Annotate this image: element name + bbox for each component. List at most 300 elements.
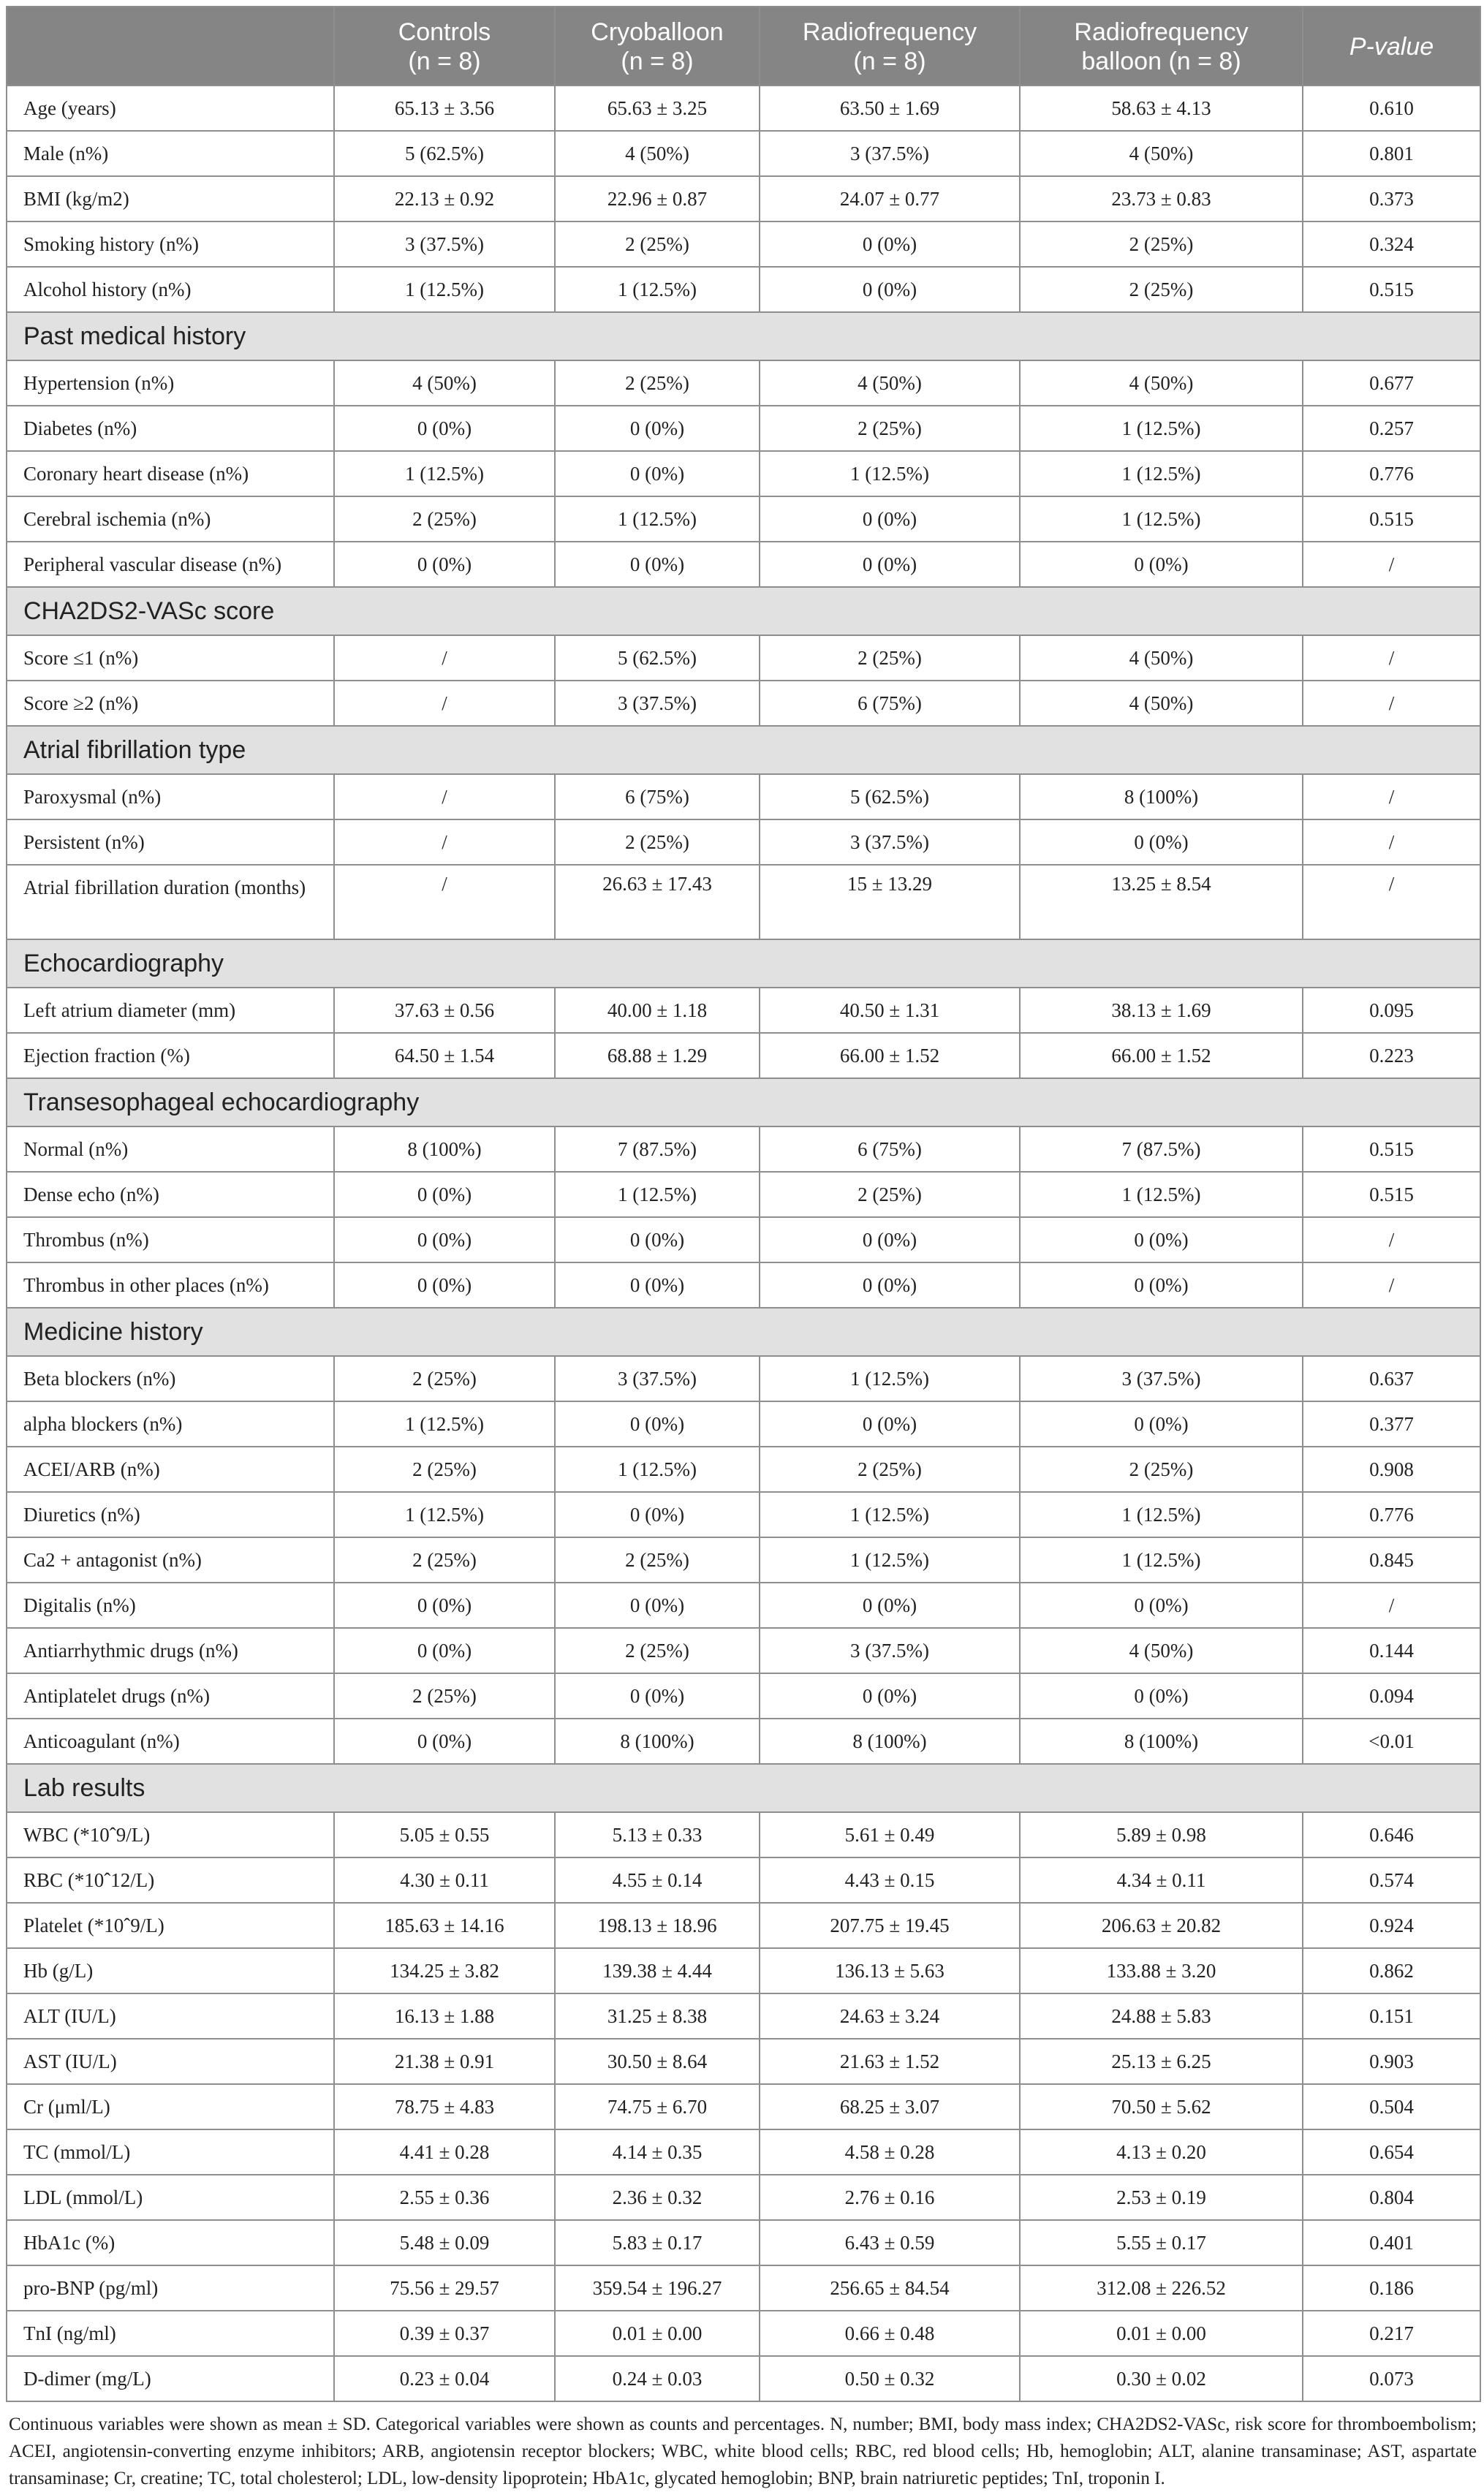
cell-controls: 4.30 ± 0.11: [334, 1857, 555, 1903]
cell-controls: /: [334, 774, 555, 819]
cell-cryoballoon: 139.38 ± 4.44: [555, 1948, 760, 1993]
table-footnote: Continuous variables were shown as mean ± SD. Categorical variables were shown as counts and percentages. N, number; BMI, body mass index; CHA2DS2-VASc, risk score for thromboembolism; ACEI, angiotensin-converting enzyme inhibitors; ARB, angiotensin receptor blockers; WBC, white blood cells; RBC, red blood cells; Hb, hemoglobin; ALT, alanine transaminase; AST, aspartate transaminase; Cr, creatine; TC, total cholesterol; LDL, low-density lipoprotein; HbA1c, glycated hemoglobin; BNP, brain natriuretic peptides; TnI, troponin I.: [9, 2415, 1477, 2488]
cell-p-value: 0.095: [1303, 988, 1480, 1033]
cell-controls: 0 (0%): [334, 1628, 555, 1673]
row-label: Diabetes (n%): [7, 406, 334, 451]
cell-radiofrequency: 5.61 ± 0.49: [760, 1812, 1020, 1857]
cell-radiofrequency-balloon: 0.30 ± 0.02: [1020, 2356, 1303, 2401]
cell-p-value: 0.801: [1303, 131, 1480, 176]
row-label: ALT (IU/L): [7, 1993, 334, 2039]
cell-radiofrequency-balloon: 1 (12.5%): [1020, 451, 1303, 496]
cell-controls: /: [334, 865, 555, 939]
cell-radiofrequency: 5 (62.5%): [760, 774, 1020, 819]
cell-p-value: 0.401: [1303, 2220, 1480, 2265]
cell-radiofrequency-balloon: 0 (0%): [1020, 1583, 1303, 1628]
row-label: Score ≥2 (n%): [7, 681, 334, 726]
cell-controls: 16.13 ± 1.88: [334, 1993, 555, 2039]
table-row: [7, 2129, 1480, 2175]
table-row: [7, 221, 1480, 267]
cell-radiofrequency: 6.43 ± 0.59: [760, 2220, 1020, 2265]
cell-controls: 2 (25%): [334, 1673, 555, 1719]
cell-radiofrequency-balloon: 1 (12.5%): [1020, 1492, 1303, 1537]
cell-controls: 0 (0%): [334, 406, 555, 451]
row-label: HbA1c (%): [7, 2220, 334, 2265]
cell-controls: 0 (0%): [334, 1262, 555, 1308]
cell-radiofrequency-balloon: 4 (50%): [1020, 681, 1303, 726]
cell-p-value: /: [1303, 542, 1480, 587]
baseline-characteristics-table: [6, 6, 1481, 2402]
cell-radiofrequency-balloon: 206.63 ± 20.82: [1020, 1903, 1303, 1948]
cell-p-value: 0.144: [1303, 1628, 1480, 1673]
cell-radiofrequency: 63.50 ± 1.69: [760, 86, 1020, 131]
row-label: Male (n%): [7, 131, 334, 176]
row-label: ACEI/ARB (n%): [7, 1447, 334, 1492]
cell-radiofrequency: 0 (0%): [760, 221, 1020, 267]
cell-p-value: 0.924: [1303, 1903, 1480, 1948]
cell-radiofrequency: 15 ± 13.29: [760, 865, 1020, 939]
row-label: alpha blockers (n%): [7, 1401, 334, 1447]
cell-radiofrequency-balloon: 2 (25%): [1020, 267, 1303, 312]
cell-cryoballoon: 0.24 ± 0.03: [555, 2356, 760, 2401]
row-label: Smoking history (n%): [7, 221, 334, 267]
cell-cryoballoon: 0 (0%): [555, 542, 760, 587]
cell-radiofrequency: 1 (12.5%): [760, 451, 1020, 496]
table-row: [7, 1356, 1480, 1401]
cell-cryoballoon: 68.88 ± 1.29: [555, 1033, 760, 1078]
cell-cryoballoon: 74.75 ± 6.70: [555, 2084, 760, 2129]
cell-cryoballoon: 40.00 ± 1.18: [555, 988, 760, 1033]
cell-radiofrequency-balloon: 312.08 ± 226.52: [1020, 2265, 1303, 2311]
cell-radiofrequency: 6 (75%): [760, 681, 1020, 726]
cell-p-value: /: [1303, 774, 1480, 819]
cell-cryoballoon: 7 (87.5%): [555, 1126, 760, 1172]
section-title: CHA2DS2-VASc score: [7, 587, 1480, 635]
table-row: [7, 2265, 1480, 2311]
header-row: [7, 7, 1480, 86]
cell-radiofrequency-balloon: 7 (87.5%): [1020, 1126, 1303, 1172]
cell-controls: 0 (0%): [334, 1583, 555, 1628]
cell-cryoballoon: 2 (25%): [555, 1628, 760, 1673]
cell-radiofrequency: 0.50 ± 0.32: [760, 2356, 1020, 2401]
section-header-row: [7, 312, 1480, 360]
cell-controls: /: [334, 635, 555, 681]
cell-radiofrequency-balloon: 0 (0%): [1020, 542, 1303, 587]
cell-radiofrequency: 68.25 ± 3.07: [760, 2084, 1020, 2129]
table-row: [7, 131, 1480, 176]
row-label: TnI (ng/ml): [7, 2311, 334, 2356]
row-label: Thrombus in other places (n%): [7, 1262, 334, 1308]
cell-p-value: 0.324: [1303, 221, 1480, 267]
cell-p-value: 0.504: [1303, 2084, 1480, 2129]
cell-radiofrequency-balloon: 38.13 ± 1.69: [1020, 988, 1303, 1033]
cell-radiofrequency-balloon: 2.53 ± 0.19: [1020, 2175, 1303, 2220]
cell-radiofrequency-balloon: 0 (0%): [1020, 1217, 1303, 1262]
row-label: Anticoagulant (n%): [7, 1719, 334, 1764]
row-label: Beta blockers (n%): [7, 1356, 334, 1401]
row-label: Hb (g/L): [7, 1948, 334, 1993]
cell-cryoballoon: 1 (12.5%): [555, 1172, 760, 1217]
cell-cryoballoon: 0.01 ± 0.00: [555, 2311, 760, 2356]
cell-radiofrequency: 2.76 ± 0.16: [760, 2175, 1020, 2220]
cell-p-value: 0.804: [1303, 2175, 1480, 2220]
cell-cryoballoon: 2 (25%): [555, 360, 760, 406]
cell-cryoballoon: 0 (0%): [555, 1673, 760, 1719]
cell-controls: /: [334, 681, 555, 726]
cell-radiofrequency: 256.65 ± 84.54: [760, 2265, 1020, 2311]
cell-radiofrequency: 136.13 ± 5.63: [760, 1948, 1020, 1993]
cell-cryoballoon: 198.13 ± 18.96: [555, 1903, 760, 1948]
table-row: [7, 1126, 1480, 1172]
cell-cryoballoon: 359.54 ± 196.27: [555, 2265, 760, 2311]
row-label: Antiarrhythmic drugs (n%): [7, 1628, 334, 1673]
table-row: [7, 1217, 1480, 1262]
cell-radiofrequency-balloon: 2 (25%): [1020, 1447, 1303, 1492]
table-container: [6, 6, 1480, 2492]
cell-controls: 2.55 ± 0.36: [334, 2175, 555, 2220]
cell-cryoballoon: 4.55 ± 0.14: [555, 1857, 760, 1903]
cell-radiofrequency-balloon: 1 (12.5%): [1020, 1537, 1303, 1583]
cell-radiofrequency: 2 (25%): [760, 1172, 1020, 1217]
cell-radiofrequency-balloon: 0 (0%): [1020, 1401, 1303, 1447]
cell-radiofrequency: 0.66 ± 0.48: [760, 2311, 1020, 2356]
table-row: [7, 1719, 1480, 1764]
cell-controls: 65.13 ± 3.56: [334, 86, 555, 131]
cell-radiofrequency: 1 (12.5%): [760, 1356, 1020, 1401]
table-row: [7, 2084, 1480, 2129]
cell-radiofrequency-balloon: 8 (100%): [1020, 774, 1303, 819]
cell-cryoballoon: 0 (0%): [555, 1217, 760, 1262]
row-label: Platelet (*10ˆ9/L): [7, 1903, 334, 1948]
header-cryoballoon-label: Cryoballoon: [591, 18, 724, 46]
row-label: Ca2 + antagonist (n%): [7, 1537, 334, 1583]
cell-cryoballoon: 0 (0%): [555, 1262, 760, 1308]
cell-cryoballoon: 0 (0%): [555, 1492, 760, 1537]
table-row: [7, 2175, 1480, 2220]
section-header-row: [7, 587, 1480, 635]
header-p-value: P-value: [1303, 7, 1480, 86]
cell-p-value: 0.515: [1303, 496, 1480, 542]
row-label: Cr (μml/L): [7, 2084, 334, 2129]
cell-cryoballoon: 5.83 ± 0.17: [555, 2220, 760, 2265]
cell-radiofrequency: 3 (37.5%): [760, 131, 1020, 176]
cell-radiofrequency-balloon: 66.00 ± 1.52: [1020, 1033, 1303, 1078]
row-label: WBC (*10ˆ9/L): [7, 1812, 334, 1857]
cell-radiofrequency-balloon: 1 (12.5%): [1020, 406, 1303, 451]
cell-radiofrequency-balloon: 58.63 ± 4.13: [1020, 86, 1303, 131]
cell-radiofrequency-balloon: 4 (50%): [1020, 1628, 1303, 1673]
cell-controls: 0.23 ± 0.04: [334, 2356, 555, 2401]
cell-p-value: 0.845: [1303, 1537, 1480, 1583]
table-row: [7, 1262, 1480, 1308]
table-row: [7, 1948, 1480, 1993]
header-variable: [7, 7, 334, 86]
cell-radiofrequency: 4.43 ± 0.15: [760, 1857, 1020, 1903]
cell-radiofrequency: 0 (0%): [760, 267, 1020, 312]
header-radiofrequency-balloon-label: Radiofrequency: [1074, 18, 1249, 46]
cell-radiofrequency-balloon: 13.25 ± 8.54: [1020, 865, 1303, 939]
section-title: Echocardiography: [7, 939, 1480, 988]
table-row: [7, 1583, 1480, 1628]
row-label: TC (mmol/L): [7, 2129, 334, 2175]
cell-cryoballoon: 65.63 ± 3.25: [555, 86, 760, 131]
cell-cryoballoon: 0 (0%): [555, 406, 760, 451]
cell-radiofrequency: 2 (25%): [760, 1447, 1020, 1492]
cell-cryoballoon: 2 (25%): [555, 1537, 760, 1583]
table-row: [7, 451, 1480, 496]
cell-radiofrequency: 66.00 ± 1.52: [760, 1033, 1020, 1078]
table-row: [7, 1401, 1480, 1447]
table-row: [7, 86, 1480, 131]
table-row: [7, 774, 1480, 819]
section-title: Transesophageal echocardiography: [7, 1078, 1480, 1126]
cell-cryoballoon: 3 (37.5%): [555, 681, 760, 726]
header-radiofrequency-balloon: [1020, 7, 1303, 86]
cell-controls: 5 (62.5%): [334, 131, 555, 176]
cell-p-value: 0.776: [1303, 1492, 1480, 1537]
table-row: [7, 2311, 1480, 2356]
cell-radiofrequency: 3 (37.5%): [760, 819, 1020, 865]
cell-radiofrequency: 207.75 ± 19.45: [760, 1903, 1020, 1948]
cell-p-value: 0.610: [1303, 86, 1480, 131]
section-header-row: [7, 1308, 1480, 1356]
table-body: [7, 86, 1480, 2401]
cell-radiofrequency: 8 (100%): [760, 1719, 1020, 1764]
cell-cryoballoon: 2 (25%): [555, 819, 760, 865]
section-header-row: [7, 939, 1480, 988]
header-radiofrequency-label: Radiofrequency: [802, 18, 977, 46]
cell-controls: 21.38 ± 0.91: [334, 2039, 555, 2084]
row-label: Score ≤1 (n%): [7, 635, 334, 681]
cell-p-value: /: [1303, 1583, 1480, 1628]
cell-radiofrequency: 1 (12.5%): [760, 1492, 1020, 1537]
cell-radiofrequency-balloon: 1 (12.5%): [1020, 496, 1303, 542]
table-row: [7, 496, 1480, 542]
section-header-row: [7, 1764, 1480, 1812]
row-label: Antiplatelet drugs (n%): [7, 1673, 334, 1719]
row-label: Dense echo (n%): [7, 1172, 334, 1217]
row-label: Paroxysmal (n%): [7, 774, 334, 819]
table-row: [7, 865, 1480, 939]
cell-cryoballoon: 3 (37.5%): [555, 1356, 760, 1401]
cell-radiofrequency: 1 (12.5%): [760, 1537, 1020, 1583]
cell-p-value: /: [1303, 819, 1480, 865]
header-controls: [334, 7, 555, 86]
row-label: Ejection fraction (%): [7, 1033, 334, 1078]
table-row: [7, 406, 1480, 451]
row-label: Age (years): [7, 86, 334, 131]
cell-radiofrequency: 24.07 ± 0.77: [760, 176, 1020, 221]
row-label: Digitalis (n%): [7, 1583, 334, 1628]
cell-radiofrequency-balloon: 5.89 ± 0.98: [1020, 1812, 1303, 1857]
cell-radiofrequency-balloon: 4 (50%): [1020, 635, 1303, 681]
table-row: [7, 176, 1480, 221]
table-row: [7, 1628, 1480, 1673]
cell-p-value: 0.574: [1303, 1857, 1480, 1903]
cell-p-value: 0.515: [1303, 1172, 1480, 1217]
cell-radiofrequency-balloon: 5.55 ± 0.17: [1020, 2220, 1303, 2265]
section-title: Atrial fibrillation type: [7, 726, 1480, 774]
cell-cryoballoon: 4 (50%): [555, 131, 760, 176]
cell-radiofrequency: 21.63 ± 1.52: [760, 2039, 1020, 2084]
cell-radiofrequency-balloon: 133.88 ± 3.20: [1020, 1948, 1303, 1993]
cell-p-value: 0.073: [1303, 2356, 1480, 2401]
cell-p-value: /: [1303, 865, 1480, 939]
cell-controls: 2 (25%): [334, 496, 555, 542]
cell-controls: 1 (12.5%): [334, 1492, 555, 1537]
table-row: [7, 2039, 1480, 2084]
cell-p-value: 0.257: [1303, 406, 1480, 451]
cell-controls: 8 (100%): [334, 1126, 555, 1172]
cell-radiofrequency-balloon: 1 (12.5%): [1020, 1172, 1303, 1217]
cell-radiofrequency-balloon: 4.13 ± 0.20: [1020, 2129, 1303, 2175]
cell-cryoballoon: 0 (0%): [555, 1583, 760, 1628]
cell-p-value: 0.903: [1303, 2039, 1480, 2084]
cell-radiofrequency-balloon: 0 (0%): [1020, 819, 1303, 865]
table-row: [7, 1447, 1480, 1492]
table-row: [7, 1033, 1480, 1078]
cell-controls: 75.56 ± 29.57: [334, 2265, 555, 2311]
table-row: [7, 2220, 1480, 2265]
cell-radiofrequency: 2 (25%): [760, 635, 1020, 681]
table-row: [7, 267, 1480, 312]
cell-radiofrequency: 6 (75%): [760, 1126, 1020, 1172]
table-row: [7, 988, 1480, 1033]
cell-radiofrequency-balloon: 70.50 ± 5.62: [1020, 2084, 1303, 2129]
cell-controls: 0 (0%): [334, 1217, 555, 1262]
cell-p-value: 0.646: [1303, 1812, 1480, 1857]
cell-radiofrequency-balloon: 4 (50%): [1020, 131, 1303, 176]
table-row: [7, 1993, 1480, 2039]
cell-radiofrequency: 0 (0%): [760, 1673, 1020, 1719]
row-label: Diuretics (n%): [7, 1492, 334, 1537]
cell-p-value: 0.515: [1303, 1126, 1480, 1172]
cell-cryoballoon: 0 (0%): [555, 1401, 760, 1447]
cell-radiofrequency: 0 (0%): [760, 1583, 1020, 1628]
cell-cryoballoon: 31.25 ± 8.38: [555, 1993, 760, 2039]
cell-radiofrequency-balloon: 0.01 ± 0.00: [1020, 2311, 1303, 2356]
row-label: D-dimer (mg/L): [7, 2356, 334, 2401]
cell-cryoballoon: 5.13 ± 0.33: [555, 1812, 760, 1857]
cell-p-value: 0.515: [1303, 267, 1480, 312]
cell-radiofrequency: 40.50 ± 1.31: [760, 988, 1020, 1033]
table-row: [7, 1812, 1480, 1857]
cell-p-value: 0.654: [1303, 2129, 1480, 2175]
section-title: Lab results: [7, 1764, 1480, 1812]
row-label: LDL (mmol/L): [7, 2175, 334, 2220]
cell-controls: 1 (12.5%): [334, 267, 555, 312]
table-row: [7, 1172, 1480, 1217]
cell-p-value: 0.677: [1303, 360, 1480, 406]
row-label: AST (IU/L): [7, 2039, 334, 2084]
cell-p-value: 0.637: [1303, 1356, 1480, 1401]
cell-p-value: 0.223: [1303, 1033, 1480, 1078]
cell-radiofrequency: 4.58 ± 0.28: [760, 2129, 1020, 2175]
row-label: pro-BNP (pg/ml): [7, 2265, 334, 2311]
row-label: Cerebral ischemia (n%): [7, 496, 334, 542]
cell-cryoballoon: 2.36 ± 0.32: [555, 2175, 760, 2220]
cell-radiofrequency-balloon: 2 (25%): [1020, 221, 1303, 267]
cell-controls: 4 (50%): [334, 360, 555, 406]
cell-radiofrequency: 2 (25%): [760, 406, 1020, 451]
cell-radiofrequency: 4 (50%): [760, 360, 1020, 406]
section-header-row: [7, 1078, 1480, 1126]
cell-p-value: 0.094: [1303, 1673, 1480, 1719]
table-row: [7, 1857, 1480, 1903]
section-header-row: [7, 726, 1480, 774]
cell-cryoballoon: 26.63 ± 17.43: [555, 865, 760, 939]
header-controls-label: Controls: [398, 18, 491, 46]
row-label: BMI (kg/m2): [7, 176, 334, 221]
cell-radiofrequency: 0 (0%): [760, 1217, 1020, 1262]
cell-controls: 0 (0%): [334, 1172, 555, 1217]
cell-controls: 0 (0%): [334, 1719, 555, 1764]
cell-cryoballoon: 5 (62.5%): [555, 635, 760, 681]
table-row: [7, 681, 1480, 726]
cell-radiofrequency-balloon: 25.13 ± 6.25: [1020, 2039, 1303, 2084]
cell-controls: /: [334, 819, 555, 865]
cell-controls: 4.41 ± 0.28: [334, 2129, 555, 2175]
table-row: [7, 542, 1480, 587]
table-row: [7, 360, 1480, 406]
cell-radiofrequency: 0 (0%): [760, 496, 1020, 542]
header-radiofrequency-balloon-n: balloon (n = 8): [1081, 48, 1241, 75]
table-row: [7, 2356, 1480, 2401]
cell-controls: 0 (0%): [334, 542, 555, 587]
cell-radiofrequency: 0 (0%): [760, 542, 1020, 587]
cell-p-value: 0.186: [1303, 2265, 1480, 2311]
cell-p-value: 0.377: [1303, 1401, 1480, 1447]
cell-cryoballoon: 22.96 ± 0.87: [555, 176, 760, 221]
section-title: Past medical history: [7, 312, 1480, 360]
cell-p-value: 0.373: [1303, 176, 1480, 221]
row-label: Alcohol history (n%): [7, 267, 334, 312]
table-row: [7, 1492, 1480, 1537]
cell-controls: 2 (25%): [334, 1537, 555, 1583]
row-label: Hypertension (n%): [7, 360, 334, 406]
cell-radiofrequency-balloon: 0 (0%): [1020, 1262, 1303, 1308]
table-row: [7, 1537, 1480, 1583]
cell-radiofrequency-balloon: 4.34 ± 0.11: [1020, 1857, 1303, 1903]
cell-p-value: 0.151: [1303, 1993, 1480, 2039]
cell-radiofrequency: 24.63 ± 3.24: [760, 1993, 1020, 2039]
header-radiofrequency-n: (n = 8): [853, 48, 926, 75]
header-cryoballoon: [555, 7, 760, 86]
cell-p-value: /: [1303, 681, 1480, 726]
row-label: Normal (n%): [7, 1126, 334, 1172]
cell-controls: 2 (25%): [334, 1356, 555, 1401]
cell-p-value: <0.01: [1303, 1719, 1480, 1764]
cell-p-value: 0.908: [1303, 1447, 1480, 1492]
cell-radiofrequency: 3 (37.5%): [760, 1628, 1020, 1673]
cell-radiofrequency-balloon: 0 (0%): [1020, 1673, 1303, 1719]
cell-radiofrequency: 0 (0%): [760, 1401, 1020, 1447]
cell-cryoballoon: 30.50 ± 8.64: [555, 2039, 760, 2084]
cell-p-value: /: [1303, 1262, 1480, 1308]
row-label: Persistent (n%): [7, 819, 334, 865]
table-row: [7, 635, 1480, 681]
row-label: Left atrium diameter (mm): [7, 988, 334, 1033]
cell-p-value: 0.217: [1303, 2311, 1480, 2356]
cell-cryoballoon: 1 (12.5%): [555, 267, 760, 312]
cell-radiofrequency: 0 (0%): [760, 1262, 1020, 1308]
cell-controls: 5.48 ± 0.09: [334, 2220, 555, 2265]
cell-controls: 185.63 ± 14.16: [334, 1903, 555, 1948]
cell-cryoballoon: 4.14 ± 0.35: [555, 2129, 760, 2175]
cell-controls: 1 (12.5%): [334, 1401, 555, 1447]
cell-radiofrequency-balloon: 3 (37.5%): [1020, 1356, 1303, 1401]
cell-cryoballoon: 1 (12.5%): [555, 496, 760, 542]
cell-cryoballoon: 1 (12.5%): [555, 1447, 760, 1492]
